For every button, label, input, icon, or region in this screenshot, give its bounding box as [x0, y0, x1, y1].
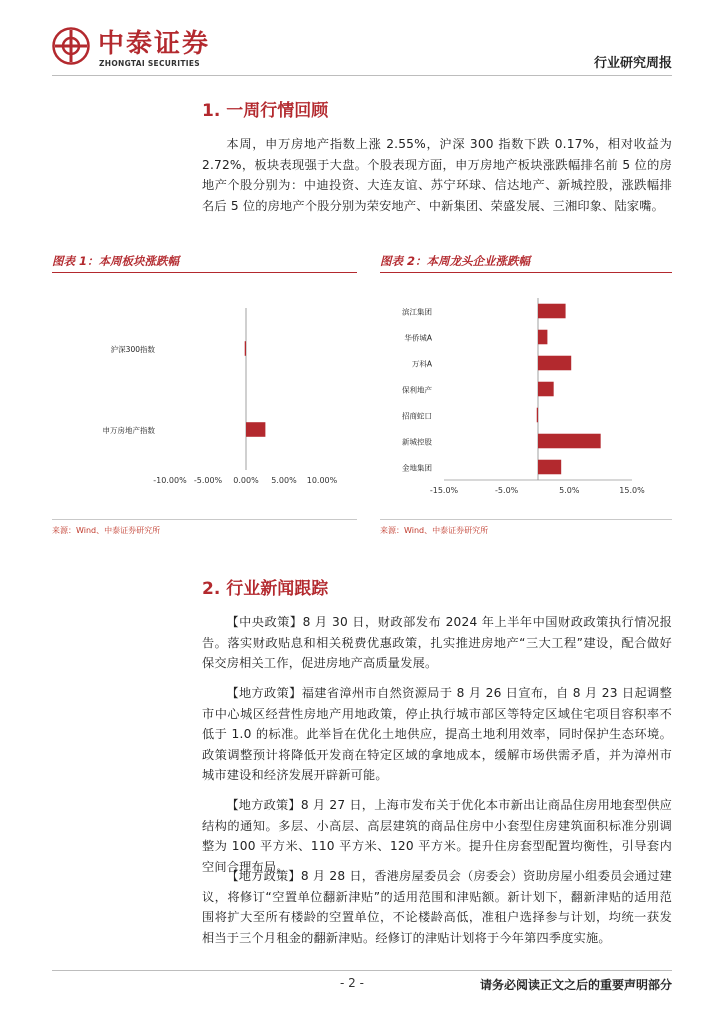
news-item	[202, 866, 672, 948]
figure-1-rule	[52, 272, 357, 273]
news-item	[202, 683, 672, 786]
x-tick-label: -5.0%	[495, 486, 519, 495]
section-1-title: 1. 一周行情回顾	[202, 101, 329, 121]
section-1-paragraph	[202, 134, 672, 216]
bar-2	[538, 330, 547, 345]
market-review-text: 本周，申万房地产指数上涨 2.55%，沪深 300 指数下跌 0.17%，相对收益为 2.72%，板块表现强于大盘。个股表现方面，申万房地产板块涨跌幅排名前 5 位的房地产个股分别为：中迪投资、大连友谊、苏宁环球、信达地产、新城控股，涨跌幅排名后 5 位的房地产个股分别为荣安地产、中新集团、荣盛发展、三湘印象、陆家嘴。	[202, 137, 672, 213]
bar-1	[538, 304, 566, 319]
x-tick-label: 10.00%	[306, 476, 338, 485]
figure-2-rule	[380, 272, 672, 273]
figure-1-title: 图表 1：本周板块涨跌幅	[52, 254, 180, 268]
bar-5	[537, 408, 538, 423]
header-divider	[52, 75, 672, 76]
news-hongkong-policy: 【地方政策】8 月 28 日，香港房屋委员会（房委会）资助房屋小组委员会通过建议，将修订“空置单位翻新津贴”的适用范围和津贴额。新计划下，翻新津贴的适用范围将扩大至所有楼龄的空置单位，不论楼龄高低，准租户选择参与计划，均统一获发相当于三个月租金的翻新津贴。经修订的津贴计划将于今年第四季度实施。	[202, 869, 672, 945]
category-label: 新城控股	[402, 437, 432, 447]
bar-6	[538, 434, 601, 449]
news-zhangzhou-policy: 【地方政策】福建省漳州市自然资源局于 8 月 26 日宣布，自 8 月 23 日起调整市中心城区经营性房地产用地政策，停止执行城市部区等特定区域住宅项目容积率不低于 1.0 的标准。此举旨在优化土地供应，提高土地利用效率，同时保护生态环境。政策调整预计将降低开发商在特定区域的拿地成本，缓解市场供需矛盾，并为漳州市城市建设和经济发展开辟新可能。	[202, 686, 672, 783]
x-tick-label: -5.00%	[193, 476, 223, 485]
category-label: 招商蛇口	[402, 411, 432, 421]
category-label: 滨江集团	[402, 307, 432, 317]
footer-divider	[52, 970, 672, 971]
figure-1-source-rule	[52, 519, 357, 520]
page-number: - 2 -	[340, 976, 364, 990]
x-tick-label: 0.00%	[233, 476, 259, 485]
brand-name-en: ZHONGTAI SECURITIES	[99, 59, 200, 68]
category-label: 沪深300指数	[110, 345, 155, 354]
category-label: 金地集团	[402, 463, 432, 473]
bar-2	[246, 422, 265, 437]
figure-1-source: 来源：Wind、中泰证券研究所	[52, 526, 161, 535]
section-2-title: 2. 行业新闻跟踪	[202, 579, 329, 599]
x-tick-label: -10.00%	[153, 476, 187, 485]
x-tick-label: 15.0%	[619, 486, 645, 495]
bar-3	[538, 356, 571, 371]
brand-name-cn: 中泰证券	[98, 29, 211, 59]
figure-2-source-rule	[380, 519, 672, 520]
category-label: 华侨城A	[404, 333, 432, 343]
leading-companies-chart	[380, 278, 672, 516]
category-label: 申万房地产指数	[102, 426, 155, 435]
x-tick-label: -15.0%	[429, 486, 459, 495]
sector-change-chart	[52, 278, 357, 516]
news-item	[202, 612, 672, 674]
bar-7	[538, 460, 561, 475]
report-type-label: 行业研究周报	[593, 56, 672, 71]
figure-2-title: 图表 2：本周龙头企业涨跌幅	[380, 254, 531, 268]
news-shanghai-policy: 【地方政策】8 月 27 日，上海市发布关于优化本市新出让商品住房用地套型供应结构的通知。多层、小高层、高层建筑的商品住房中小套型住房建筑面积标准分别调整为 100 平方米、110 平方米、120 平方米。提升住房套型配置均衡性，引导套内空间合理布局。	[202, 798, 672, 874]
brand-logo-icon	[52, 27, 90, 65]
bar-4	[538, 382, 554, 397]
news-central-policy: 【中央政策】8 月 30 日，财政部发布 2024 年上半年中国财政政策执行情况报告。落实财政贴息和相关税费优惠政策，扎实推进房地产“三大工程”建设，配合做好保交房相关工作，促进房地产高质量发展。	[202, 615, 672, 671]
disclaimer-notice: 请务必阅读正文之后的重要声明部分	[479, 978, 672, 992]
figure-2-source: 来源：Wind、中泰证券研究所	[380, 526, 489, 535]
x-tick-label: 5.00%	[271, 476, 297, 485]
bar-1	[245, 341, 246, 356]
category-label: 保利地产	[402, 385, 432, 395]
category-label: 万科A	[411, 359, 432, 369]
x-tick-label: 5.0%	[559, 486, 580, 495]
